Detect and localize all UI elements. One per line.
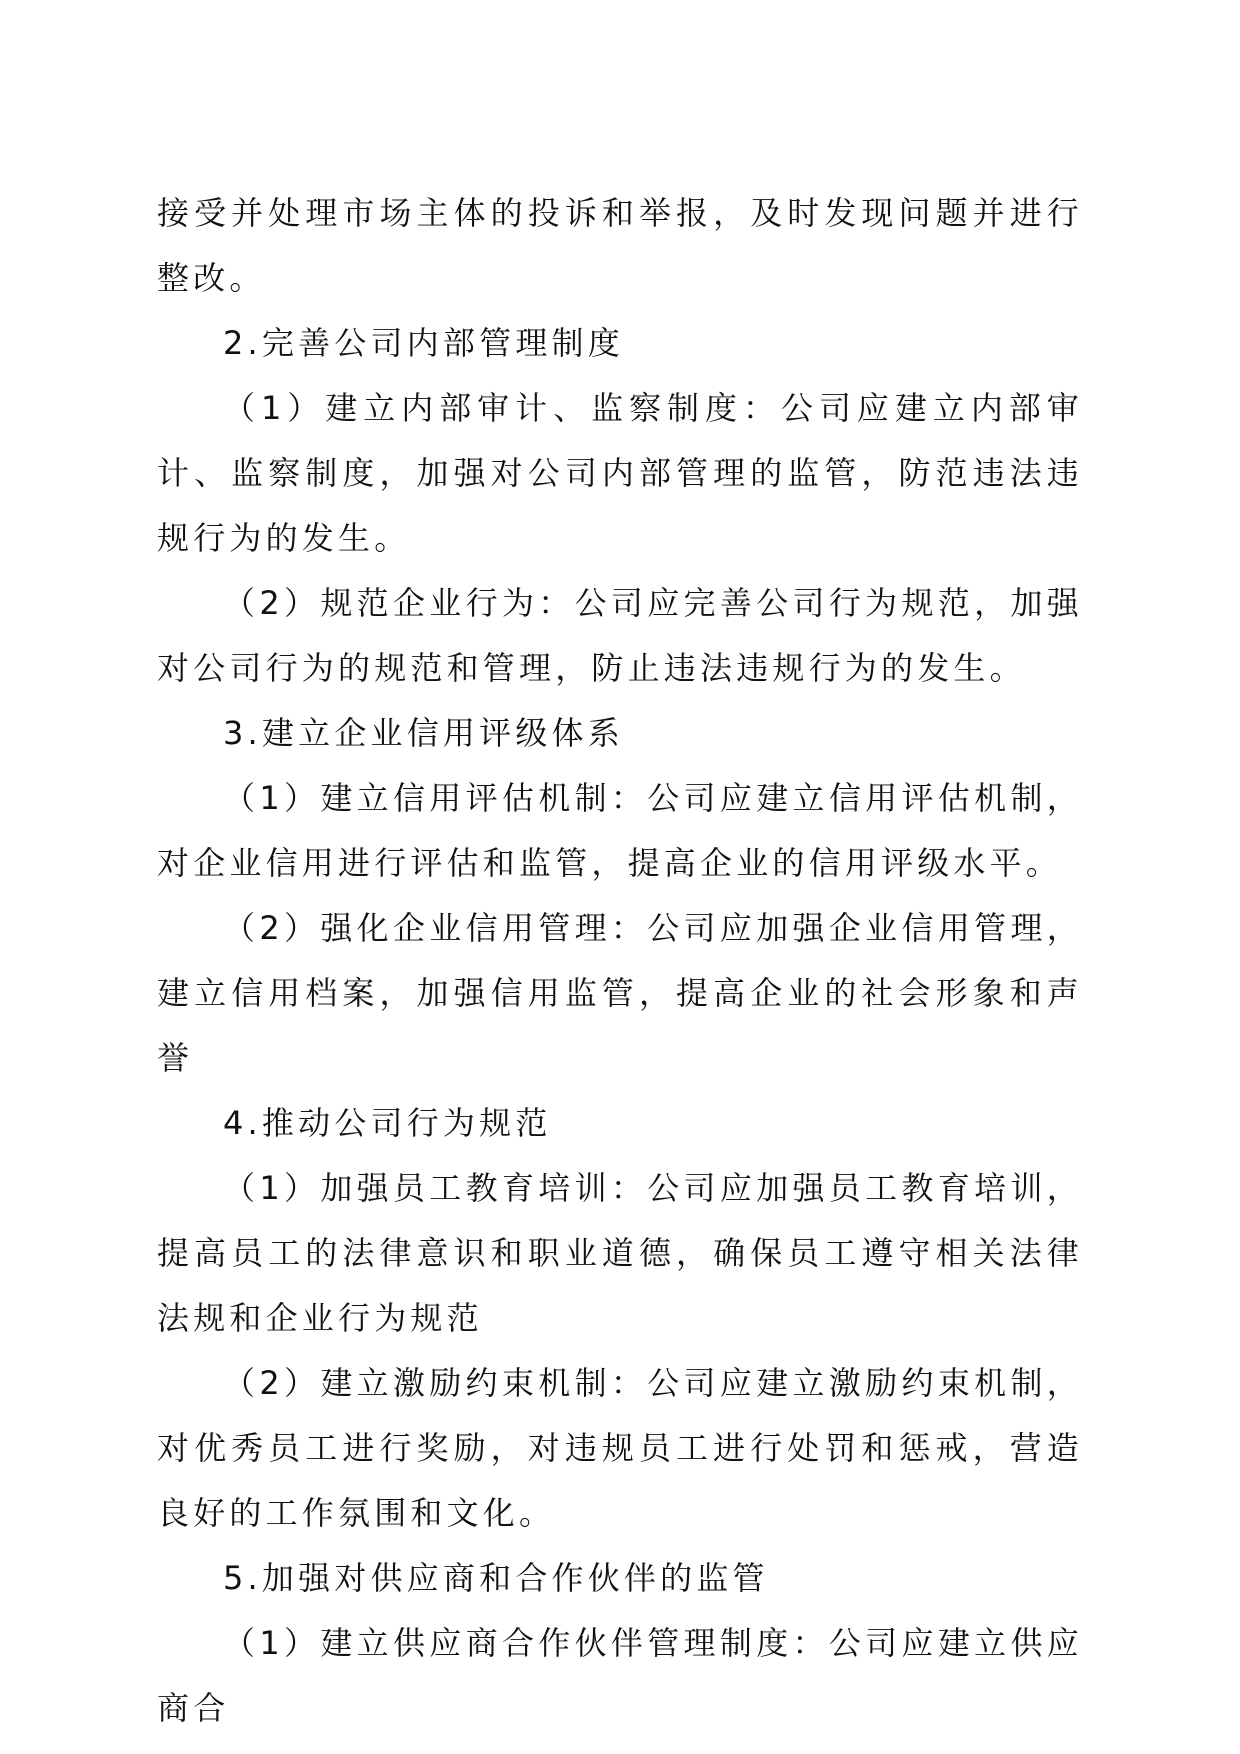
paragraph-4-2: （2）建立激励约束机制：公司应建立激励约束机制，对优秀员工进行奖励，对违规员工进行处罚和惩戒，营造良好的工作氛围和文化。 [157, 1364, 1083, 1532]
paragraph-3-2: （2）强化企业信用管理：公司应加强企业信用管理，建立信用档案，加强信用监管，提高企业的社会形象和声誉 [157, 909, 1083, 1077]
document-body [157, 181, 1083, 1741]
section-heading-3: 3.建立企业信用评级体系 [223, 714, 624, 752]
section-heading-4: 4.推动公司行为规范 [223, 1104, 552, 1142]
paragraph-2-1: （1）建立内部审计、监察制度：公司应建立内部审计、监察制度，加强对公司内部管理的监管，防范违法违规行为的发生。 [157, 389, 1083, 557]
paragraph-4-1: （1）加强员工教育培训：公司应加强员工教育培训，提高员工的法律意识和职业道德，确保员工遵守相关法律法规和企业行为规范 [157, 1169, 1083, 1337]
paragraph-2-2: （2）规范企业行为：公司应完善公司行为规范，加强对公司行为的规范和管理，防止违法违规行为的发生。 [157, 584, 1083, 687]
paragraph-continuation: 接受并处理市场主体的投诉和举报，及时发现问题并进行整改。 [157, 194, 1083, 297]
paragraph-3-1: （1）建立信用评估机制：公司应建立信用评估机制，对企业信用进行评估和监管，提高企业的信用评级水平。 [157, 779, 1083, 882]
section-heading-2: 2.完善公司内部管理制度 [223, 324, 624, 362]
section-heading-5: 5.加强对供应商和合作伙伴的监管 [223, 1559, 769, 1597]
paragraph-5-1: （1）建立供应商合作伙伴管理制度：公司应建立供应商合 [157, 1624, 1083, 1727]
